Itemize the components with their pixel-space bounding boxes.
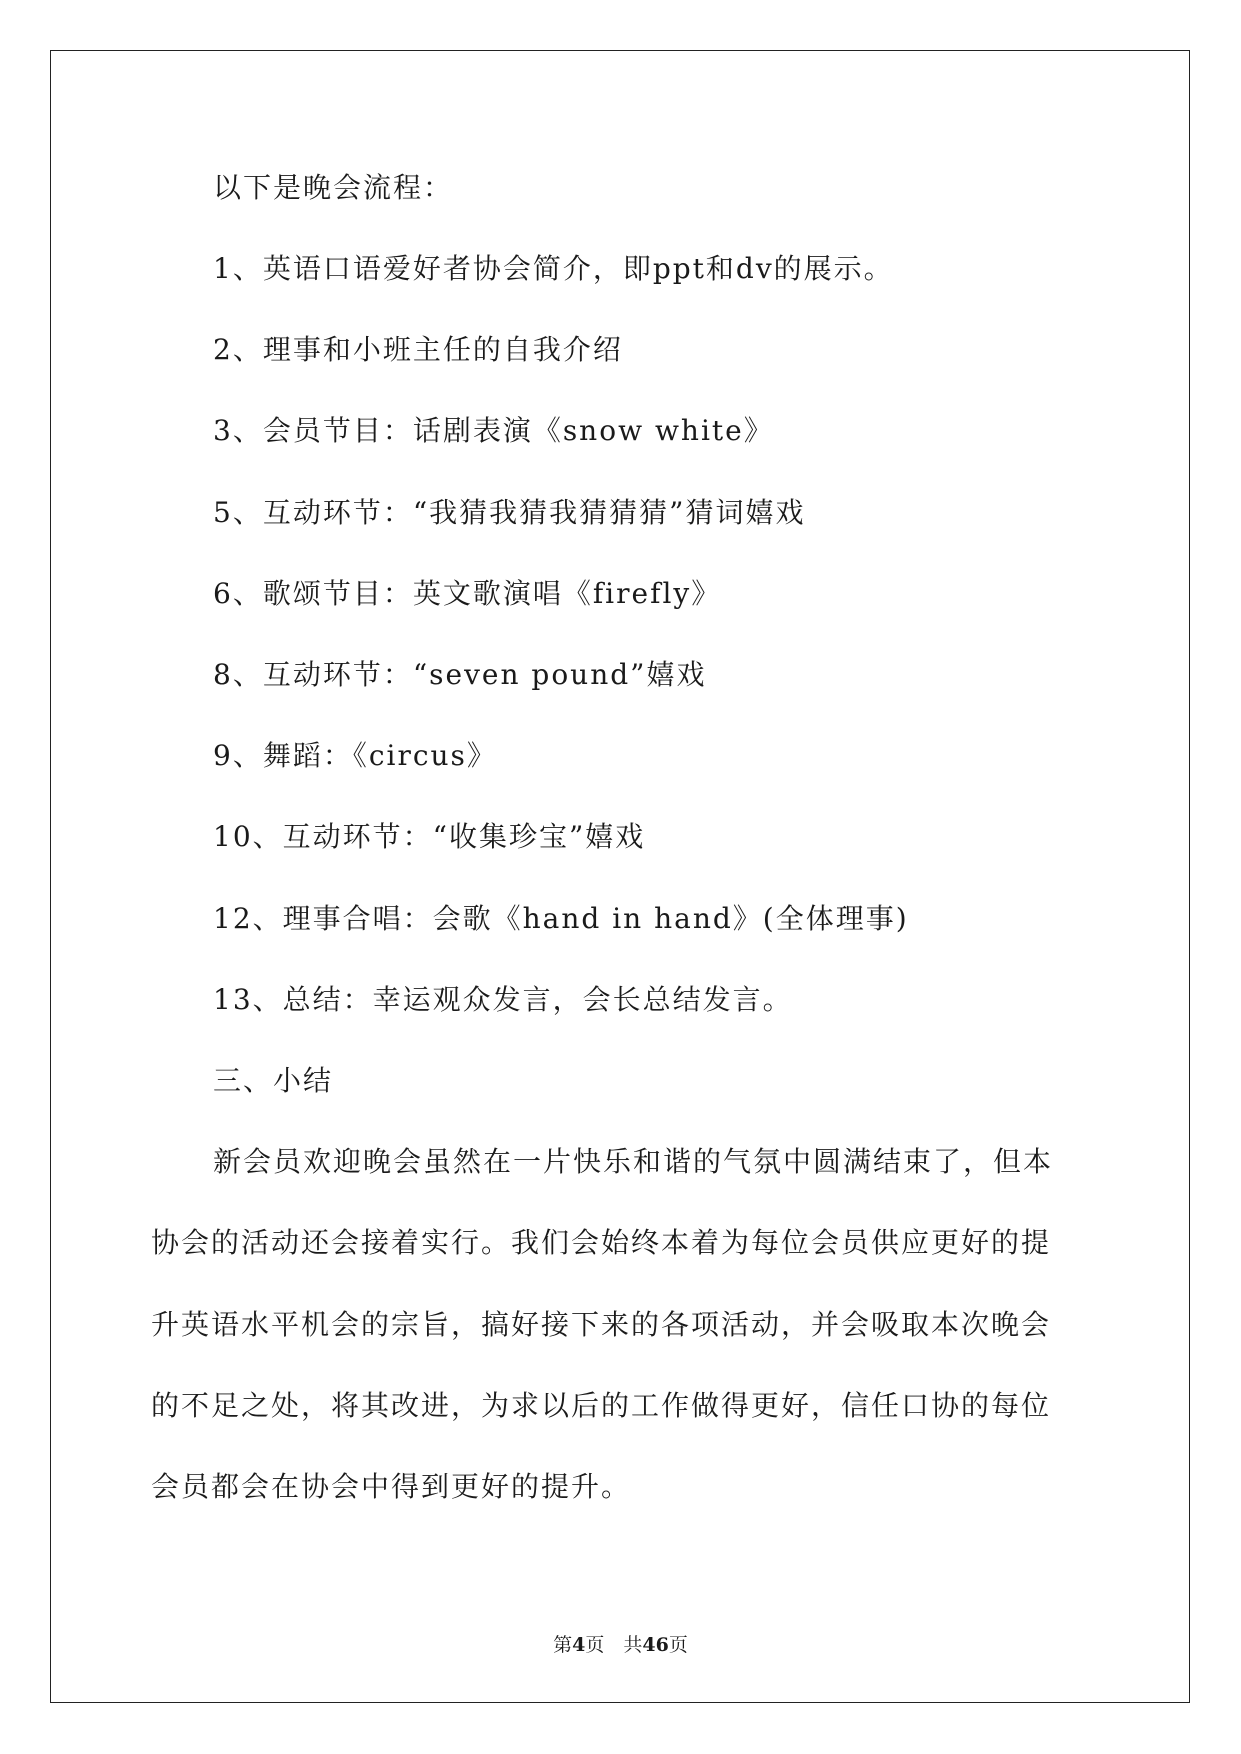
page-footer	[0, 1632, 1241, 1658]
footer-mid: 页 共	[585, 1634, 643, 1656]
summary-line-2: 协会的活动还会接着实行。我们会始终本着为每位会员供应更好的提	[151, 1226, 1052, 1259]
program-item-5: 5、互动环节：“我猜我猜我猜猜猜”猜词嬉戏	[213, 496, 806, 529]
program-item-8: 8、互动环节：“seven pound”嬉戏	[213, 658, 707, 691]
program-item-9: 9、舞蹈：《circus》	[213, 739, 497, 772]
summary-line-4: 的不足之处，将其改进，为求以后的工作做得更好，信任口协的每位	[151, 1389, 1052, 1422]
program-item-3: 3、会员节目：话剧表演《snow white》	[213, 414, 774, 447]
summary-line-5: 会员都会在协会中得到更好的提升。	[151, 1470, 632, 1503]
program-item-6: 6、歌颂节目：英文歌演唱《firefly》	[213, 577, 722, 610]
program-item-10: 10、互动环节：“收集珍宝”嬉戏	[213, 820, 646, 853]
summary-line-3: 升英语水平机会的宗旨，搞好接下来的各项活动，并会吸取本次晚会	[151, 1308, 1052, 1341]
program-item-1: 1、英语口语爱好者协会简介，即ppt和dv的展示。	[213, 252, 894, 285]
program-intro: 以下是晚会流程：	[213, 171, 454, 204]
section-heading: 三、小结	[213, 1064, 334, 1097]
footer-page-number: 4	[572, 1634, 586, 1656]
program-item-13: 13、总结：幸运观众发言，会长总结发言。	[213, 983, 793, 1016]
page-border	[50, 50, 1190, 1703]
footer-suffix: 页	[668, 1634, 688, 1656]
program-item-2: 2、理事和小班主任的自我介绍	[213, 333, 623, 366]
summary-line-1: 新会员欢迎晚会虽然在一片快乐和谐的气氛中圆满结束了，但本	[213, 1145, 1054, 1178]
footer-page-total: 46	[642, 1634, 669, 1656]
program-item-12: 12、理事合唱：会歌《hand in hand》(全体理事)	[213, 902, 909, 935]
footer-prefix: 第	[553, 1634, 573, 1656]
